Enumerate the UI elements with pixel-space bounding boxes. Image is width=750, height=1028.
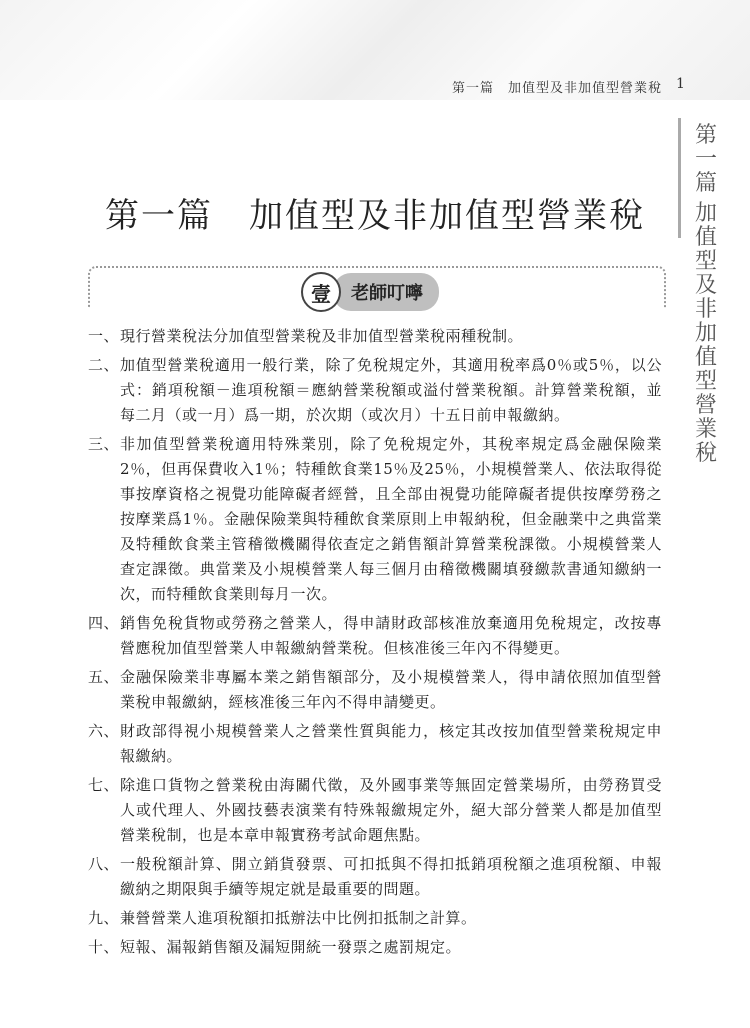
list-item [88, 773, 662, 848]
item-text: 金融保險業非專屬本業之銷售額部分，及小規模營業人，得申請依照加值型營業稅申報繳納，經核准後三年內不得申請變更。 [120, 668, 662, 711]
section-heading [301, 272, 439, 312]
item-number: 五、 [88, 668, 120, 686]
item-number: 四、 [88, 614, 120, 632]
item-number: 三、 [88, 435, 120, 453]
item-text: 加值型營業稅適用一般行業，除了免稅規定外，其適用稅率爲0％或5％，以公式：銷項稅額－進項稅額＝應納營業稅額或溢付營業稅額。計算營業稅額，並每二月（或一月）爲一期，於次期（或次月）十五日前申報繳納。 [120, 356, 662, 424]
list-item [88, 719, 662, 769]
side-tab-part: 第一篇 [694, 123, 717, 196]
item-text: 現行營業稅法分加值型營業稅及非加值型營業稅兩種稅制。 [120, 327, 524, 345]
item-number: 九、 [88, 909, 120, 927]
list-item [88, 906, 662, 931]
tips-list [88, 324, 662, 964]
page-number: 1 [676, 76, 685, 92]
item-text: 兼營營業人進項稅額扣抵辦法中比例扣抵制之計算。 [120, 909, 477, 927]
item-number: 十、 [88, 938, 120, 956]
item-text: 短報、漏報銷售額及漏短開統一發票之處罰規定。 [120, 938, 462, 956]
list-item [88, 432, 662, 607]
item-number: 八、 [88, 855, 120, 873]
item-text: 除進口貨物之營業稅由海關代徵，及外國事業等無固定營業場所，由勞務買受人或代理人、外國技藝表演業有特殊報繳規定外，絕大部分營業人都是加值型營業稅制，也是本章申報實務考試命題焦點。 [120, 776, 662, 844]
item-text: 銷售免稅貨物或勞務之營業人，得申請財政部核准放棄適用免稅規定，改按專營應稅加值型營業人申報繳納營業稅。但核准後三年內不得變更。 [120, 614, 662, 657]
section-label: 老師叮嚀 [333, 273, 439, 311]
section-number-badge: 壹 [301, 272, 341, 312]
page-title: 第一篇 加值型及非加值型營業稅 [105, 196, 645, 236]
item-number: 二、 [88, 356, 120, 374]
item-number: 七、 [88, 776, 120, 794]
side-chapter-tab [678, 118, 738, 466]
item-text: 非加值型營業稅適用特殊業別，除了免稅規定外，其稅率規定爲金融保險業2％，但再保費收入1％；特種飲食業15％及25％，小規模營業人、依法取得從事按摩資格之視覺功能障礙者經營，且全部由視覺功能障礙者提供按摩勞務之按摩業爲1％。金融保險業與特種飲食業原則上申報納稅，但金融業中之典當業及特種飲食業主管稽徵機關得依查定之銷售額計算營業稅課徵。小規模營業人查定課徵。典當業及小規模營業人每三個月由稽徵機關填發繳款書通知繳納一次，而特種飲食業則每月一次。 [120, 435, 662, 603]
item-text: 一般稅額計算、開立銷貨發票、可扣抵與不得扣抵銷項稅額之進項稅額、申報繳納之期限與手續等規定就是最重要的問題。 [120, 855, 662, 898]
list-item [88, 324, 662, 349]
list-item [88, 665, 662, 715]
item-text: 財政部得視小規模營業人之營業性質與能力，核定其改按加值型營業稅規定申報繳納。 [120, 722, 662, 765]
list-item [88, 935, 662, 960]
running-head: 第一篇 加值型及非加值型營業稅 [451, 81, 662, 96]
list-item [88, 611, 662, 661]
list-item [88, 353, 662, 428]
list-item [88, 852, 662, 902]
item-number: 一、 [88, 327, 120, 345]
side-tab-title: 加值型及非加值型營業稅 [694, 201, 717, 466]
item-number: 六、 [88, 722, 120, 740]
